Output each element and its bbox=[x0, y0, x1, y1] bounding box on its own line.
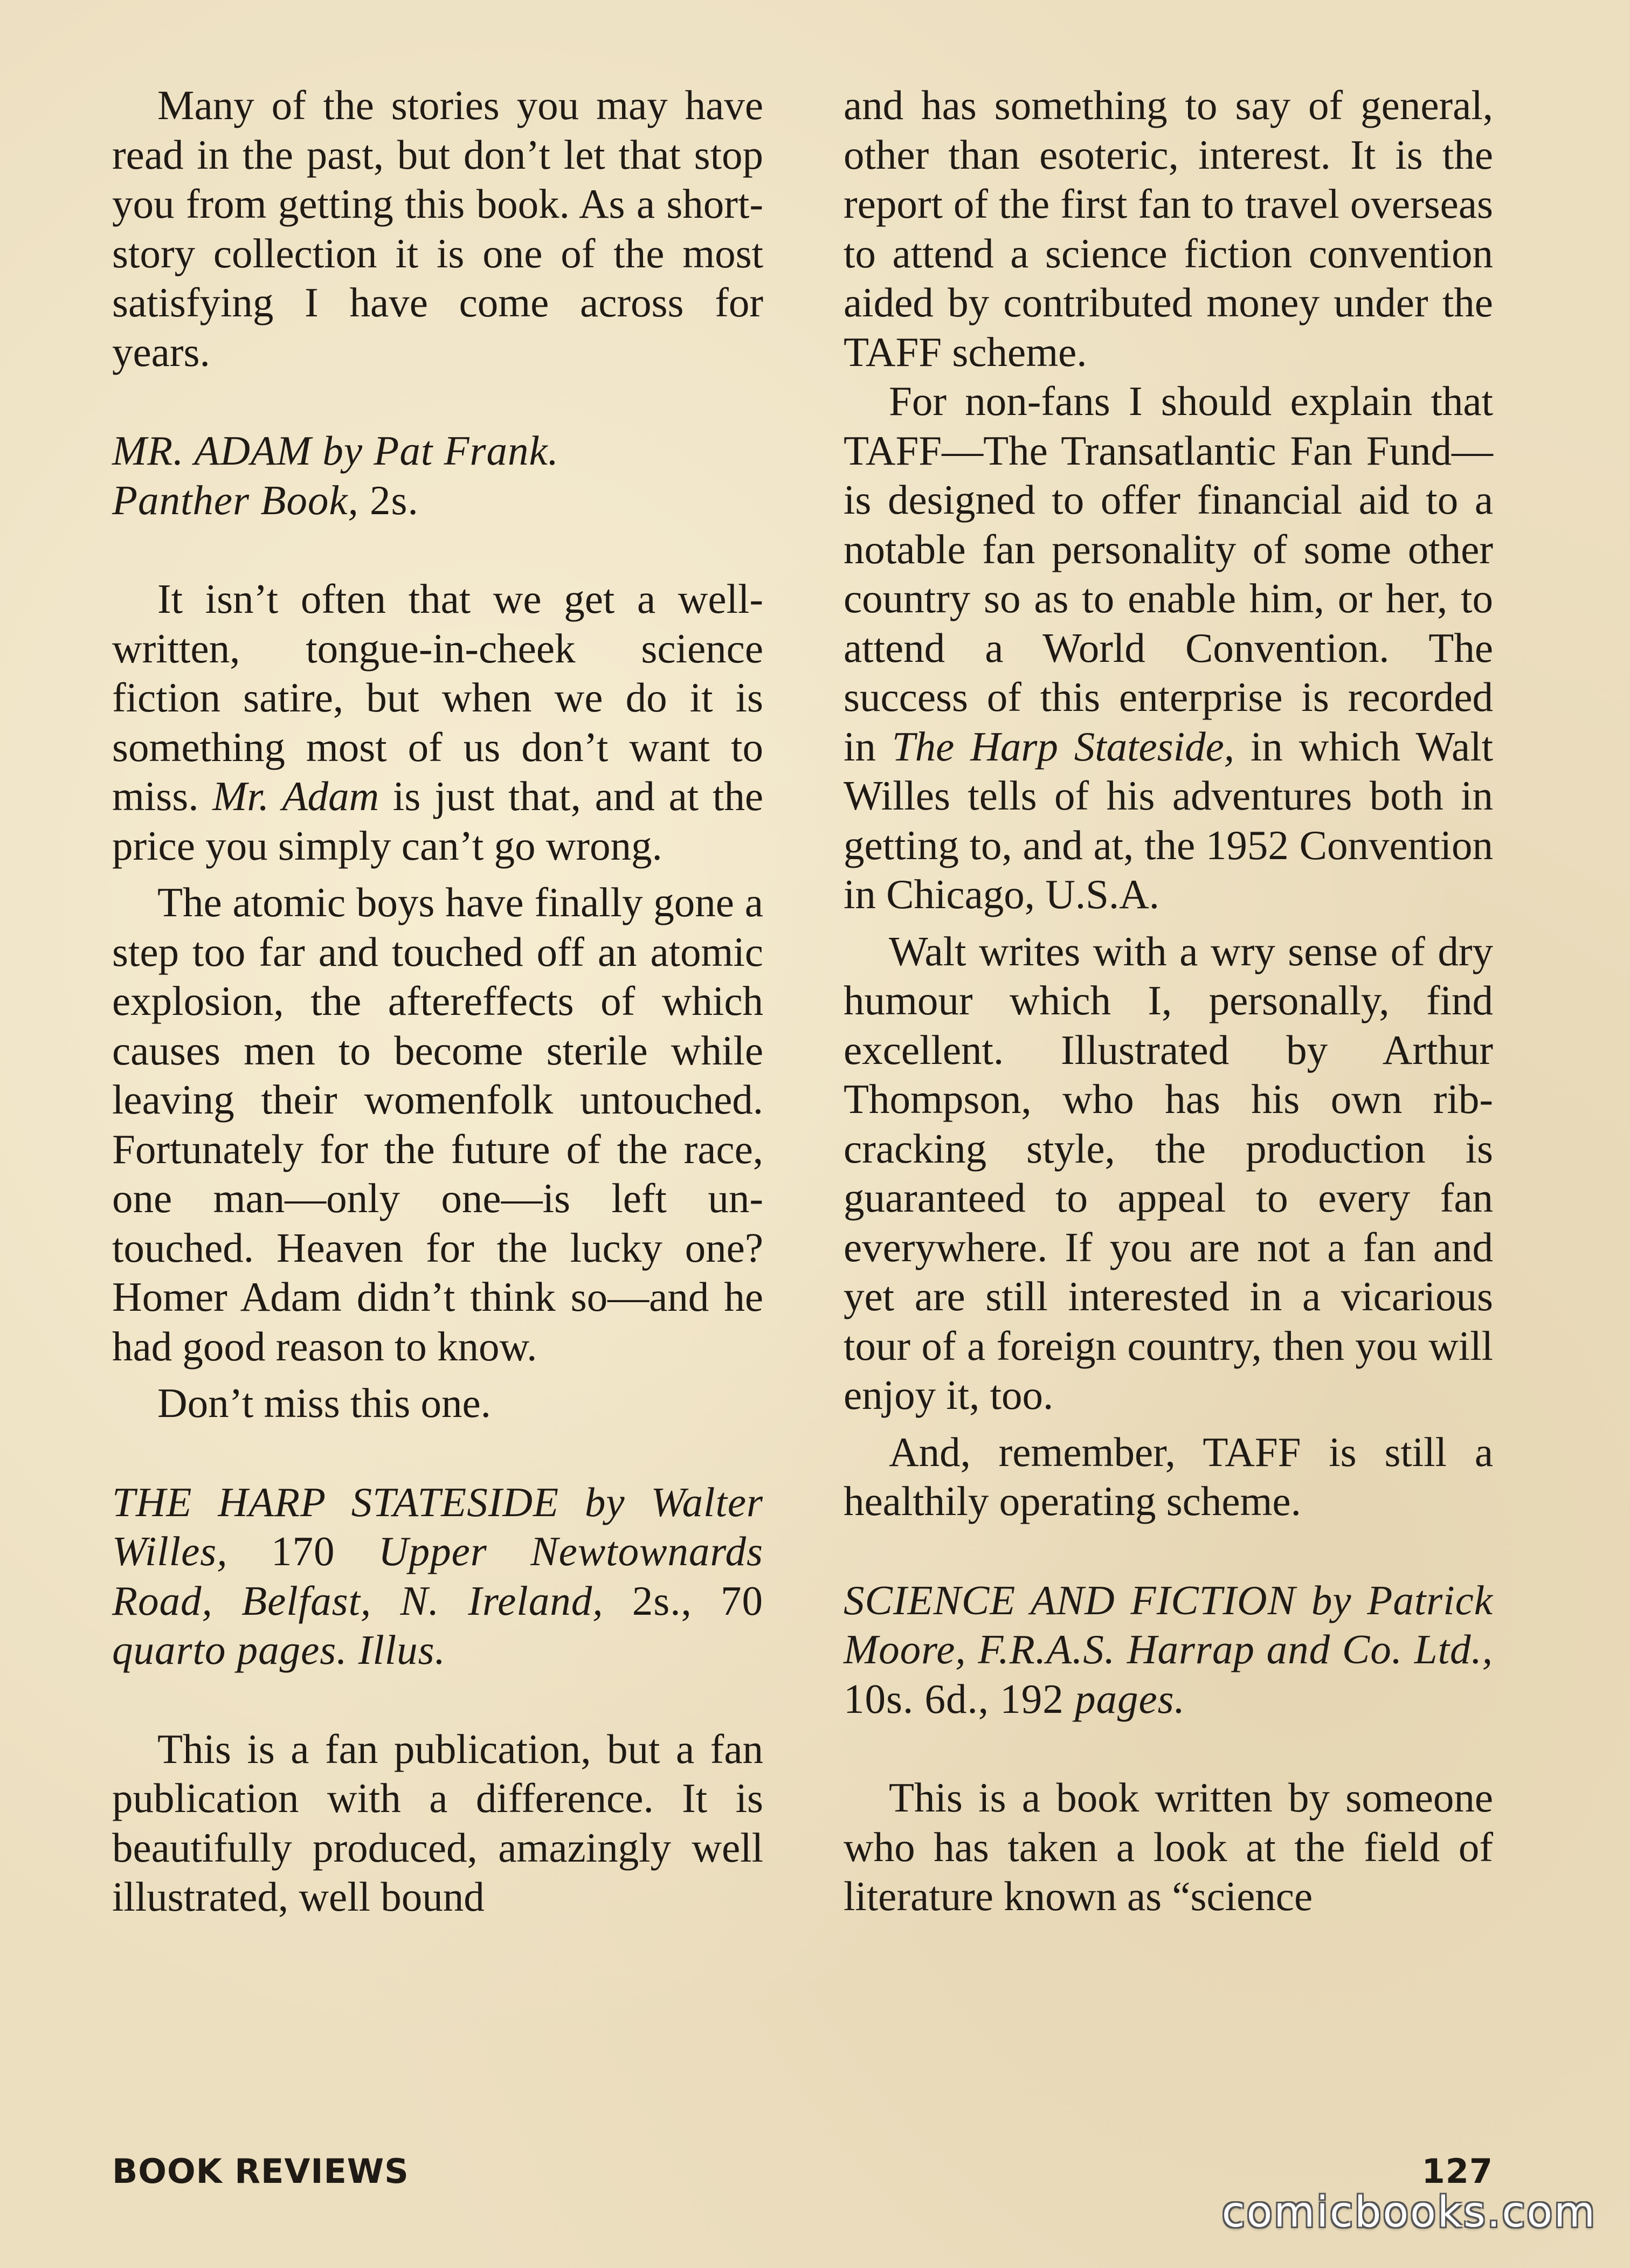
book-author: Patrick Moore, F.R.A.S. bbox=[844, 1576, 1493, 1672]
book-author: Pat Frank. bbox=[374, 427, 559, 474]
review-heading-science-and-fiction: SCIENCE AND FICTION by Patrick Moore, F.R.A.S. Harrap and Co. Ltd., 10s. 6d., 192 pages. bbox=[844, 1576, 1493, 1722]
watermark: comicbooks.com bbox=[1221, 2188, 1597, 2237]
book-price: 2s., bbox=[603, 1577, 692, 1624]
book-address: Upper Newtownards Road, Belfast, N. Ireland, bbox=[112, 1528, 764, 1624]
book-price: 2s. bbox=[358, 476, 419, 523]
book-title: SCIENCE AND FICTION bbox=[844, 1576, 1296, 1623]
book-title: THE HARP STATESIDE bbox=[112, 1478, 560, 1525]
book-price: 10s. 6d., bbox=[844, 1675, 989, 1722]
book-pages: pages. bbox=[1074, 1675, 1185, 1722]
book-pages: quarto pages. Illus. bbox=[112, 1627, 446, 1673]
review-paragraph: This is a book written by someone who has taken a look at the field of literature known as “science bbox=[844, 1774, 1493, 1919]
review-paragraph: The atomic boys have finally gone a step too far and touched off an atomic explosion, the aftereffects of which causes men to become sterile while leaving their womenfolk untouched. Fortunately for the future of the race, one man—only one—is left untouched. Heaven for the lucky one? Homer Adam didn’t think so—and he had good reason to know. bbox=[112, 879, 763, 1370]
review-paragraph: This is a fan publication, but a fan publication with a difference. It is beautifully produced, amazingly well illustrated, well bound bbox=[112, 1725, 763, 1920]
review-paragraph: Walt writes with a wry sense of dry humour which I, personally, find excellent. Illustrated by Arthur Thompson, who has his own rib-cracking style, the production is guaranteed to appeal to every fan everywhere. If you are not a fan and yet are still interested in a vicarious tour of a foreign country, then you will enjoy it, too. bbox=[844, 928, 1493, 1418]
left-column bbox=[112, 81, 763, 1922]
book-author: Walter Willes, bbox=[112, 1478, 763, 1574]
review-paragraph: For non-fans I should explain that TAFF—The Transatlantic Fan Fund—is designed to offer financial aid to a notable fan personality of some other country so as to enable him, or her, to attend a World Convention. The success of this enterprise is recorded in The Harp Stateside, in which Walt Willes tells of his adventures both in getting to, and at, the 1952 Convention in Chicago, U.S.A. bbox=[844, 378, 1493, 917]
review-paragraph: Don’t miss this one. bbox=[157, 1380, 491, 1426]
review-heading-harp-stateside: THE HARP STATESIDE by Walter Willes, 170 Upper Newtownards Road, Belfast, N. Ireland, 2s., 70 quarto pages. Illus. bbox=[112, 1478, 764, 1673]
book-title: MR. ADAM bbox=[112, 427, 312, 474]
review-paragraph: It isn’t often that we get a well-written, tongue-in-cheek science fiction satire, but when we do it is something most of us don’t want to miss. Mr. Adam is just that, and at the price you simply can’t go wrong. bbox=[112, 576, 764, 869]
review-paragraph: And, remember, TAFF is still a healthily operating scheme. bbox=[844, 1428, 1493, 1524]
review-heading-mr-adam: MR. ADAM by Pat Frank. Panther Book, 2s. bbox=[112, 427, 559, 523]
review-paragraph: and has something to say of general, other than esoteric, interest. It is the report of the first fan to travel overseas to attend a science fiction convention aided by contributed money under the TAFF scheme. bbox=[844, 82, 1493, 375]
page-number: 127 bbox=[1421, 2152, 1493, 2191]
review-paragraph: Many of the stories you may have read in the past, but don’t let that stop you from getting this book. As a short-story collection it is one of the most satisfying I have come across for years. bbox=[112, 82, 763, 375]
book-publisher: Harrap and Co. Ltd., bbox=[1115, 1626, 1493, 1672]
right-column bbox=[844, 81, 1493, 1921]
section-title: BOOK REVIEWS bbox=[112, 2152, 409, 2191]
book-publisher: Panther Book, bbox=[112, 476, 359, 523]
